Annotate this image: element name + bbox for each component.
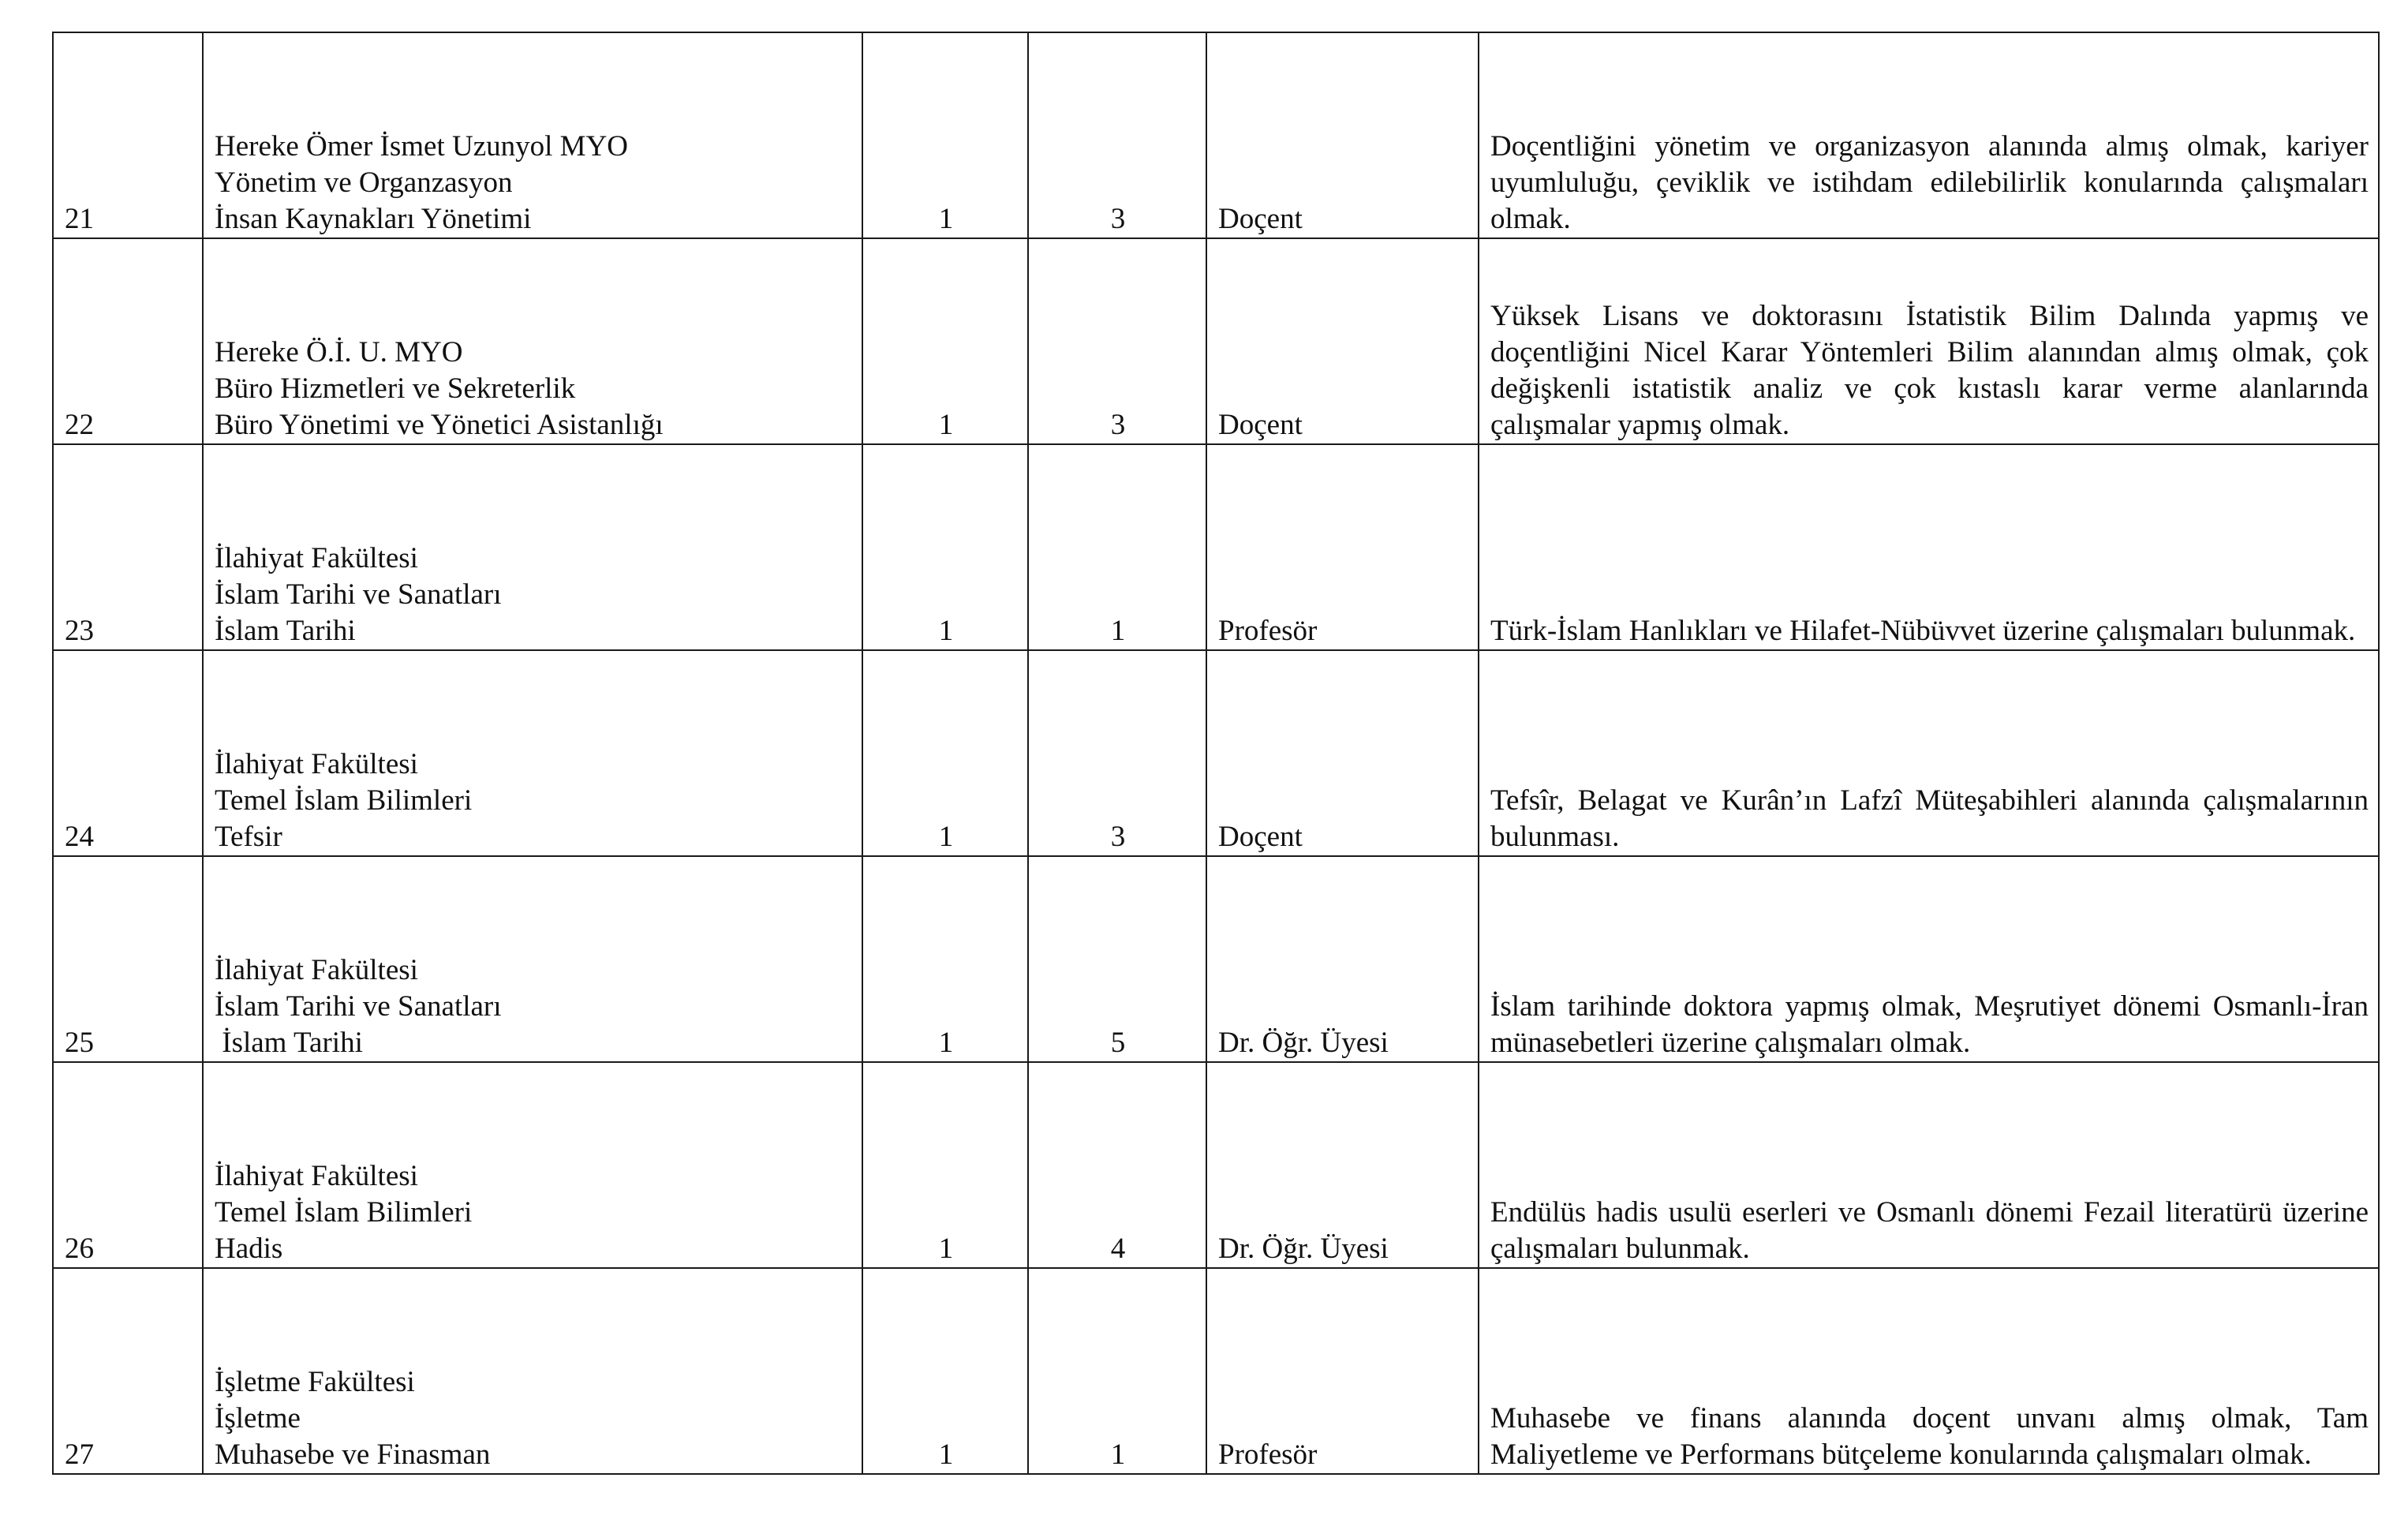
unit-line: Büro Yönetimi ve Yönetici Asistanlığı [215, 409, 664, 441]
requirement-text: Endülüs hadis usulü eserleri ve Osmanlı dönemi Fezail literatürü üzerine çalışmaları bulunmak. [1490, 1196, 2369, 1265]
requirement-text: Türk-İslam Hanlıkları ve Hilafet-Nübüvvet üzerine çalışmaları bulunmak. [1490, 615, 2356, 647]
table-row [53, 650, 2379, 856]
position-title: Profesör [1206, 1268, 1479, 1474]
position-count: 1 [862, 444, 1028, 650]
position-title: Doçent [1206, 32, 1479, 238]
unit-line: Büro Hizmetleri ve Sekreterlik [215, 372, 576, 405]
requirement-text: Yüksek Lisans ve doktorasını İstatistik Bilim Dalında yapmış ve doçentliğini Nicel Karar Yöntemleri Bilim alanından almış olmak, çok değişkenli istatistik analiz ve çok kıstaslı karar verme alanlarında çalışmalar yapmış olmak. [1490, 300, 2369, 441]
unit-line: İslam Tarihi [215, 615, 356, 647]
table-row [53, 32, 2379, 238]
academic-positions-table [52, 32, 2380, 1475]
requirement-text: İslam tarihinde doktora yapmış olmak, Meşrutiyet dönemi Osmanlı-İran münasebetleri üzerine çalışmaları olmak. [1490, 990, 2369, 1059]
requirement-cell [1479, 1062, 2379, 1268]
requirement-cell [1479, 856, 2379, 1062]
unit-line: İşletme Fakültesi [215, 1366, 415, 1398]
position-title: Profesör [1206, 444, 1479, 650]
position-count: 1 [862, 1062, 1028, 1268]
position-title: Dr. Öğr. Üyesi [1206, 1062, 1479, 1268]
table-row [53, 238, 2379, 444]
unit-line: İlahiyat Fakültesi [215, 748, 418, 780]
requirement-text: Muhasebe ve finans alanında doçent unvanı almış olmak, Tam Maliyetleme ve Performans bütçeleme konularında çalışmaları olmak. [1490, 1402, 2369, 1471]
position-level: 3 [1028, 238, 1206, 444]
row-number: 26 [53, 1062, 203, 1268]
position-count: 1 [862, 650, 1028, 856]
position-title: Doçent [1206, 650, 1479, 856]
position-count: 1 [862, 32, 1028, 238]
unit-line: Tefsir [215, 821, 282, 853]
table-row [53, 856, 2379, 1062]
position-level: 3 [1028, 650, 1206, 856]
unit-cell [203, 1268, 862, 1474]
unit-line: İşletme [215, 1402, 301, 1435]
position-count: 1 [862, 1268, 1028, 1474]
unit-line: İlahiyat Fakültesi [215, 542, 418, 574]
unit-cell [203, 32, 862, 238]
unit-line: Muhasebe ve Finasman [215, 1438, 491, 1471]
row-number: 21 [53, 32, 203, 238]
unit-line: Yönetim ve Organzasyon [215, 166, 513, 199]
unit-cell [203, 238, 862, 444]
position-level: 5 [1028, 856, 1206, 1062]
position-count: 1 [862, 238, 1028, 444]
row-number: 27 [53, 1268, 203, 1474]
position-level: 1 [1028, 1268, 1206, 1474]
position-level: 4 [1028, 1062, 1206, 1268]
unit-line: Hereke Ömer İsmet Uzunyol MYO [215, 130, 629, 163]
unit-line: İslam Tarihi ve Sanatları [215, 990, 502, 1023]
row-number: 24 [53, 650, 203, 856]
unit-line: İlahiyat Fakültesi [215, 954, 418, 986]
unit-line: Hadis [215, 1233, 283, 1265]
table-row [53, 1062, 2379, 1268]
requirement-cell [1479, 1268, 2379, 1474]
requirement-text: Doçentliğini yönetim ve organizasyon alanında almış olmak, kariyer uyumluluğu, çeviklik ve istihdam edilebilirlik konularında çalışmaları olmak. [1490, 130, 2369, 235]
unit-line: Hereke Ö.İ. U. MYO [215, 336, 463, 368]
unit-line: Temel İslam Bilimleri [215, 1196, 473, 1229]
requirement-cell [1479, 32, 2379, 238]
position-level: 1 [1028, 444, 1206, 650]
unit-line: Temel İslam Bilimleri [215, 784, 473, 817]
unit-cell [203, 1062, 862, 1268]
requirement-cell [1479, 650, 2379, 856]
unit-cell [203, 444, 862, 650]
unit-line: İslam Tarihi ve Sanatları [215, 578, 502, 611]
unit-cell [203, 650, 862, 856]
unit-cell [203, 856, 862, 1062]
requirement-text: Tefsîr, Belagat ve Kurân’ın Lafzî Müteşabihleri alanında çalışmalarının bulunması. [1490, 784, 2369, 853]
row-number: 23 [53, 444, 203, 650]
unit-line: İlahiyat Fakültesi [215, 1160, 418, 1192]
position-title: Dr. Öğr. Üyesi [1206, 856, 1479, 1062]
requirement-cell [1479, 238, 2379, 444]
table-row [53, 1268, 2379, 1474]
position-title: Doçent [1206, 238, 1479, 444]
table-row [53, 444, 2379, 650]
row-number: 22 [53, 238, 203, 444]
requirement-cell [1479, 444, 2379, 650]
unit-line: İnsan Kaynakları Yönetimi [215, 203, 532, 235]
position-count: 1 [862, 856, 1028, 1062]
row-number: 25 [53, 856, 203, 1062]
position-level: 3 [1028, 32, 1206, 238]
unit-line: İslam Tarihi [215, 1027, 363, 1059]
